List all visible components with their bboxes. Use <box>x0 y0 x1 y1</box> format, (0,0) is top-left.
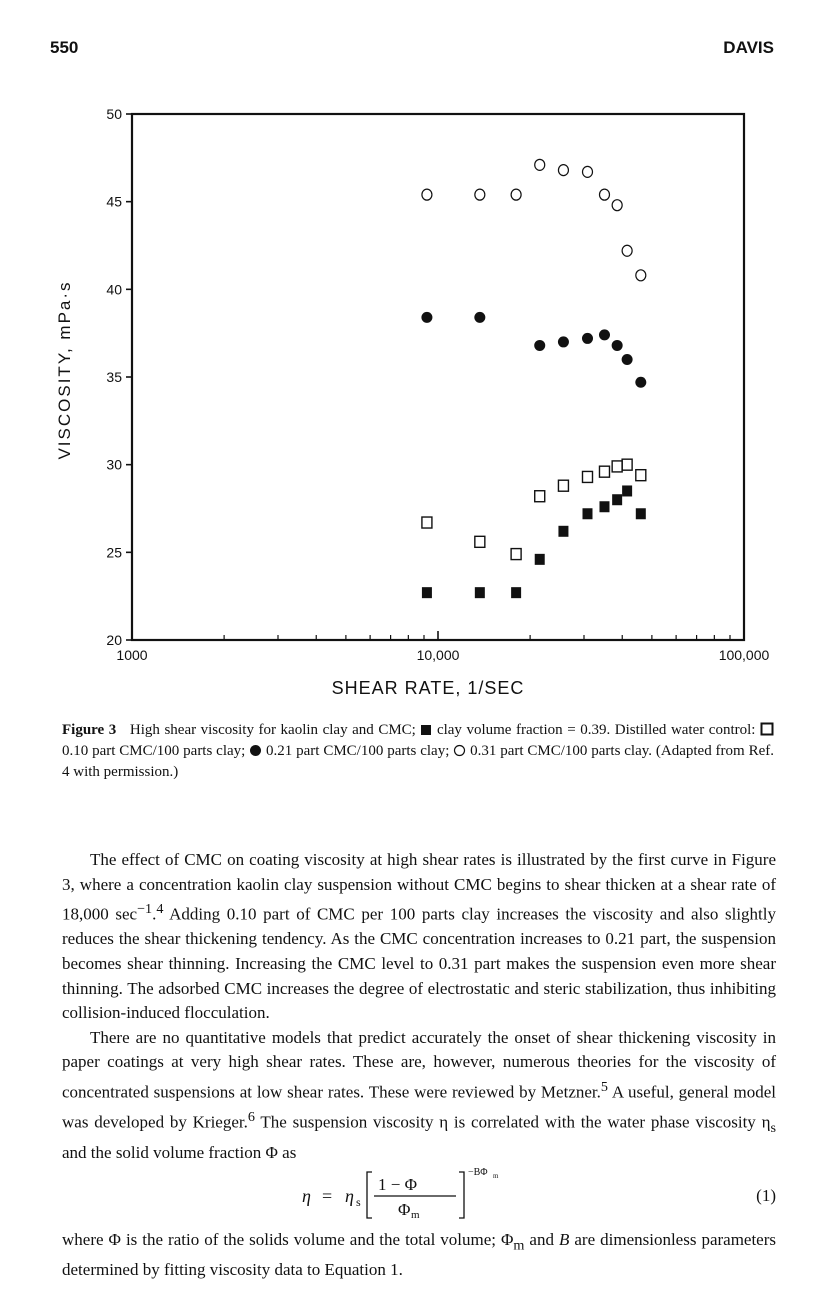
filled-square-point <box>422 587 432 598</box>
figure-caption <box>62 720 774 783</box>
x-axis-ticks <box>116 631 769 663</box>
y-tick-label: 20 <box>106 632 122 648</box>
p1-text-b: . <box>152 904 157 924</box>
y-tick-label: 40 <box>106 281 122 298</box>
open-square-point <box>558 480 568 491</box>
y-tick-label: 25 <box>106 544 122 561</box>
p2-text-a: There are no quantitative models that predict accurately the onset of shear thickening viscosity in paper coatings at very high shear rates. These are, however, numerous theories for the viscosity of concentrated suspensions at low shear rates. These were reviewed by Metzner. <box>62 1027 776 1102</box>
y-tick-label: 35 <box>106 369 122 385</box>
open-square-point <box>612 461 622 472</box>
filled-square-point <box>535 554 545 565</box>
x-tick-label: 1000 <box>116 647 148 663</box>
filled-square-point <box>511 587 521 598</box>
data-points <box>421 159 646 598</box>
equation-1 <box>0 1164 826 1224</box>
x-tick-label: 100,000 <box>718 647 770 663</box>
filled-square-point <box>612 494 622 505</box>
body-text <box>62 848 776 1165</box>
open-circle-point <box>558 165 568 176</box>
filled-circle-point <box>474 312 485 323</box>
eq-lhs: η <box>302 1186 311 1206</box>
p1-reference-4: 4 <box>156 901 164 918</box>
y-axis-label: VISCOSITY, mPa·s <box>55 280 74 460</box>
filled-circle-point <box>582 333 593 344</box>
filled-circle-point <box>622 354 633 365</box>
caption-text-2: clay volume fraction = 0.39. Distilled water control: <box>436 722 756 738</box>
caption-text-5: 0.31 part CMC/100 parts clay. (Adapted from Ref. 4 with permission.) <box>62 743 774 780</box>
p2-subscript-s: s <box>770 1120 776 1137</box>
y-axis-ticks <box>106 106 132 648</box>
explanation-param-b: B <box>558 1230 570 1249</box>
caption-text-1: High shear viscosity for kaolin clay and CMC; <box>129 722 416 738</box>
filled-square-point <box>636 508 646 519</box>
open-circle-point <box>582 166 592 177</box>
explanation-text-3: are dimensionless parameters determined by fitting viscosity data to Equation 1. <box>62 1230 777 1279</box>
caption-text-4: 0.21 part CMC/100 parts clay; <box>266 743 450 759</box>
page-number: 550 <box>50 38 79 57</box>
eq-exponent: −BΦ <box>468 1167 488 1178</box>
filled-square-point <box>558 526 568 537</box>
p2-reference-5: 5 <box>600 1079 608 1095</box>
eq-eta-s-sub: s <box>356 1195 361 1209</box>
open-square-point <box>622 459 632 470</box>
open-square-point <box>475 536 485 547</box>
equation-number: (1) <box>756 1186 776 1205</box>
filled-square-point <box>475 587 485 598</box>
p1-text-c: Adding 0.10 part of CMC per 100 parts clay increases the viscosity and also slightly reduces the shear thickening tendency. As the CMC concentration increases to 0.21 part, the suspension becomes shear thinning. Increasing the CMC level to 0.31 part makes the suspension even more shear thinning. The adsorbed CMC increases the degree of electrostatic and steric stabilization, thus inhibiting collision-induced flocculation. <box>62 904 776 1023</box>
x-axis-label: SHEAR RATE, 1/SEC <box>331 678 525 698</box>
explanation-paragraph <box>62 1228 776 1283</box>
open-square-point <box>535 491 545 502</box>
open-square-point <box>422 517 432 528</box>
open-circle-icon <box>453 744 466 757</box>
paragraph-2 <box>62 1026 776 1166</box>
open-circle-point <box>475 189 485 200</box>
y-tick-label: 45 <box>106 193 122 210</box>
filled-circle-point <box>558 336 569 347</box>
equation-explanation <box>62 1228 776 1283</box>
filled-square-point <box>599 501 609 512</box>
open-square-point <box>636 470 646 481</box>
eq-denominator: Φ <box>398 1200 411 1219</box>
eq-numerator: 1 − Φ <box>378 1175 418 1194</box>
open-circle-point <box>622 245 632 256</box>
figure-label: Figure 3 <box>62 722 117 738</box>
p2-reference-6: 6 <box>247 1109 255 1126</box>
open-circle-point <box>636 270 646 281</box>
y-tick-label: 30 <box>106 456 122 473</box>
viscosity-chart <box>40 90 800 700</box>
open-square-icon <box>760 722 774 736</box>
filled-circle-point <box>534 340 545 351</box>
explanation-sub-m: m <box>513 1237 525 1254</box>
open-circle-point <box>422 189 432 200</box>
p2-text-c: The suspension viscosity η is correlated with the water phase viscosity η <box>254 1112 771 1132</box>
filled-square-point <box>582 508 592 519</box>
plot-frame <box>132 114 744 640</box>
filled-circle-point <box>599 329 610 340</box>
filled-circle-point <box>635 377 646 388</box>
x-tick-label: 10,000 <box>416 647 460 663</box>
caption-text-3: 0.10 part CMC/100 parts clay; <box>62 743 246 759</box>
open-circle-point <box>511 189 521 200</box>
eq-exponent-sub: m <box>493 1172 499 1180</box>
y-tick-label: 50 <box>106 106 122 122</box>
plot-border <box>132 114 744 640</box>
open-circle-point <box>599 189 609 200</box>
paragraph-1 <box>62 848 776 1026</box>
filled-square-point <box>622 485 632 496</box>
p2-text-d: and the solid volume fraction Φ as <box>62 1142 297 1162</box>
filled-circle-point <box>612 340 623 351</box>
open-circle-point <box>535 159 545 170</box>
open-square-point <box>599 466 609 477</box>
p1-text-a: The effect of CMC on coating viscosity at high shear rates is illustrated by the first curve in Figure 3, where a concentration kaolin clay suspension without CMC begins to shear thicken at a shear rate of 18,000 sec <box>62 850 776 924</box>
open-circle-point <box>612 200 622 211</box>
running-head-author: DAVIS <box>723 38 774 57</box>
open-square-point <box>511 549 521 560</box>
filled-circle-point <box>421 312 432 323</box>
eq-eta-s: η <box>345 1186 354 1206</box>
eq-denominator-sub: m <box>411 1209 420 1221</box>
p2-text-b: A useful, general model was developed by Krieger. <box>62 1082 776 1132</box>
explanation-text-2: and <box>524 1230 559 1249</box>
open-square-point <box>582 471 592 482</box>
eq-equals: = <box>322 1186 333 1206</box>
filled-circle-icon <box>249 744 262 757</box>
p1-superscript-exponent: −1 <box>137 901 153 918</box>
explanation-text-1: where Φ is the ratio of the solids volume and the total volume; Φ <box>62 1230 514 1249</box>
equation-graphic <box>0 1164 826 1224</box>
filled-square-icon <box>420 724 432 736</box>
